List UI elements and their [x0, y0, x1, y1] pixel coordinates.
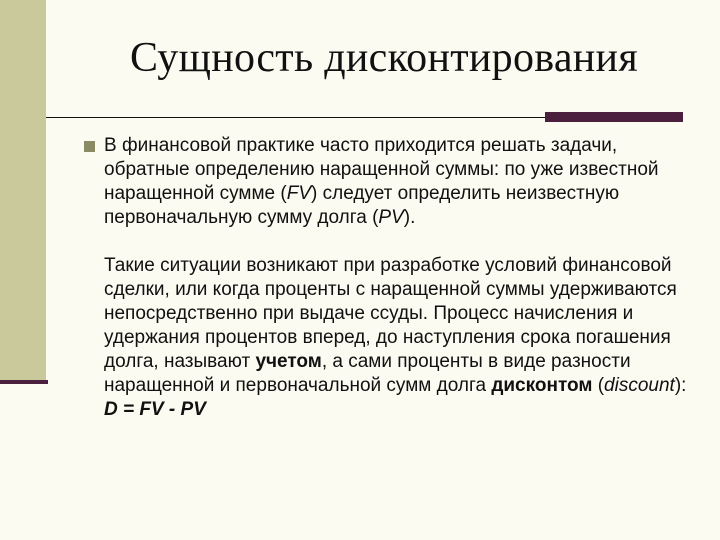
text-run: ). [403, 207, 416, 228]
paragraph-explanation [104, 254, 694, 422]
text-run: , а сами проценты в виде разности наращенной и первоначальной сумм долга [104, 351, 631, 396]
title-divider-accent [545, 112, 683, 122]
term-fv: FV [286, 183, 311, 204]
decorative-left-bar-accent [0, 380, 48, 384]
text-run: ( [592, 375, 605, 396]
formula: D = FV - PV [104, 399, 206, 420]
term-diskont: дисконтом [491, 375, 593, 396]
bullet-square-icon [84, 141, 95, 152]
slide-body [104, 134, 694, 422]
term-uchet: учетом [255, 351, 322, 372]
term-pv: PV [378, 207, 404, 228]
text-run: Такие ситуации возникают при разработке условий финансовой сделки, или когда проценты с наращенной суммы удерживаются непосредственно при выдаче ссуды. Процесс начисления и удержания процентов вперед, до наступления срока погашения долга, называют [104, 255, 677, 372]
slide-title: Сущность дисконтирования [130, 35, 638, 81]
paragraph-definition [104, 134, 694, 230]
term-discount: discount [604, 375, 675, 396]
text-run: В финансовой практике часто приходится решать задачи, обратные определению наращенной суммы: по уже известной наращенной сумме ( [104, 135, 659, 204]
text-run: ): [674, 375, 687, 396]
text-run: ) следует определить неизвестную первоначальную сумму долга ( [104, 183, 620, 228]
decorative-left-bar [0, 0, 46, 383]
